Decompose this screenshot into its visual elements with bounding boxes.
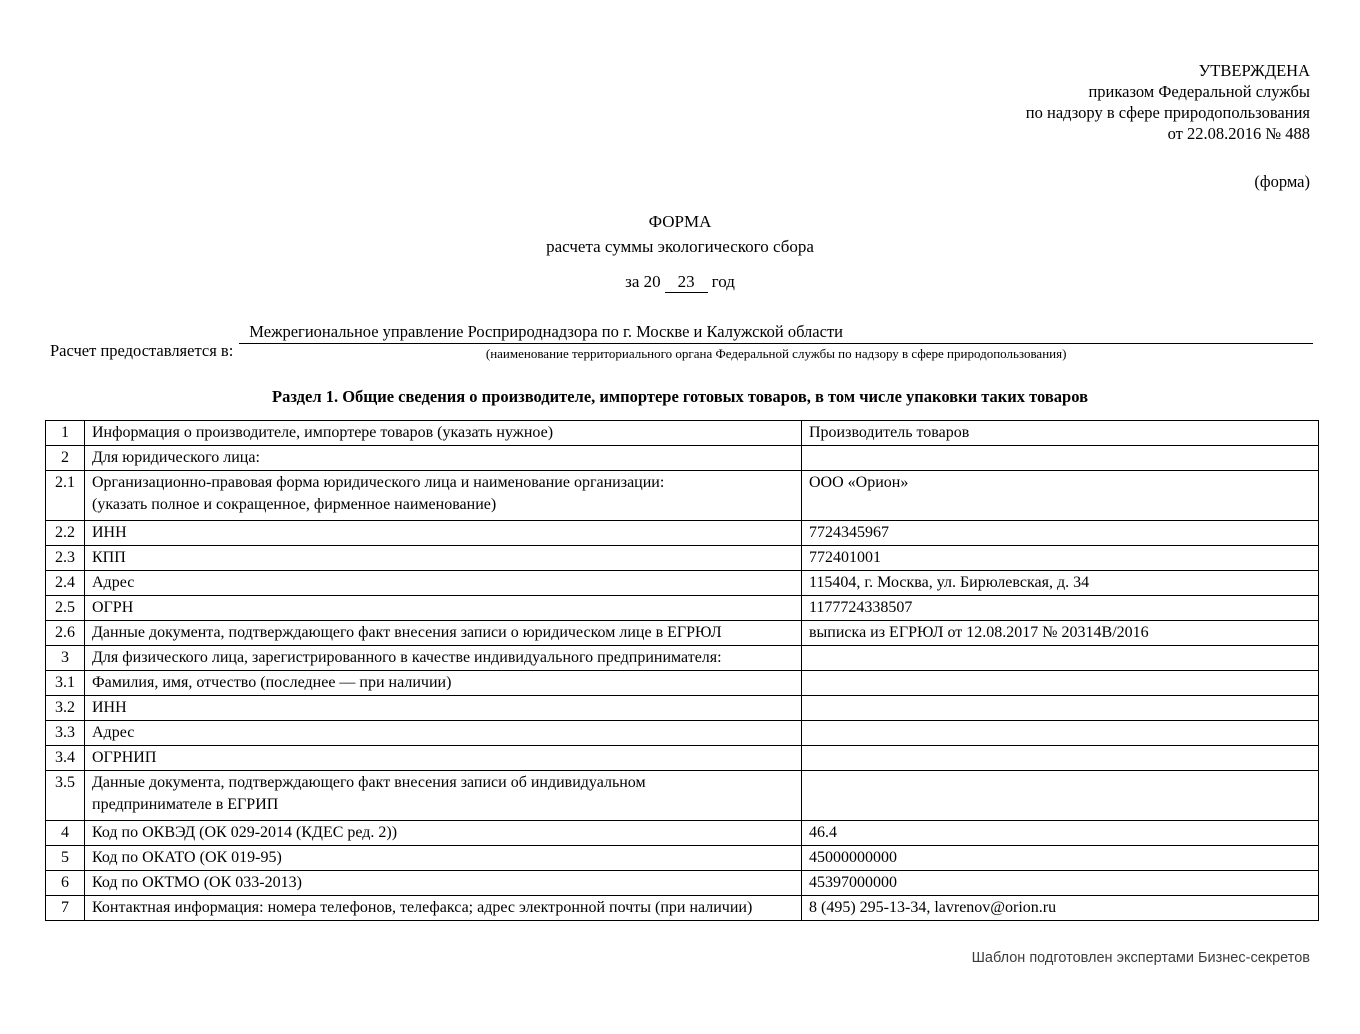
row-value — [802, 721, 1319, 746]
row-label: ОГРНИП — [85, 746, 802, 771]
recipient-fill — [239, 322, 1313, 362]
title-line-1: ФОРМА — [648, 212, 712, 231]
row-number: 6 — [46, 871, 85, 896]
approval-block — [0, 0, 1310, 144]
row-label: КПП — [85, 546, 802, 571]
row-label: Адрес — [85, 721, 802, 746]
row-number: 1 — [46, 421, 85, 446]
row-number: 3.4 — [46, 746, 85, 771]
row-value: Производитель товаров — [802, 421, 1319, 446]
row-label-line2: предпринимателе в ЕГРИП — [92, 796, 279, 813]
row-label: ОГРН — [85, 596, 802, 621]
table-row — [46, 421, 1319, 446]
row-value: 45000000000 — [802, 846, 1319, 871]
section1-table — [45, 420, 1319, 921]
template-credit: Шаблон подготовлен экспертами Бизнес-секретов — [971, 950, 1310, 966]
row-number: 3.5 — [46, 771, 85, 821]
approval-line: приказом Федеральной службы — [1088, 82, 1310, 101]
document-title — [0, 209, 1360, 259]
row-number: 2.4 — [46, 571, 85, 596]
approval-line: от 22.08.2016 № 488 — [1167, 124, 1310, 143]
row-number: 2.6 — [46, 621, 85, 646]
row-label-line1: Организационно-правовая форма юридического лица и наименование организации: — [92, 474, 665, 491]
row-value: 46.4 — [802, 821, 1319, 846]
row-value — [802, 746, 1319, 771]
recipient-label: Расчет предоставляется в: — [50, 341, 234, 360]
row-value: 8 (495) 295-13-34, lavrenov@orion.ru — [802, 896, 1319, 921]
table-row — [46, 821, 1319, 846]
row-label-line1: Данные документа, подтверждающего факт внесения записи об индивидуальном — [92, 774, 646, 791]
row-label: Адрес — [85, 571, 802, 596]
table-row — [46, 446, 1319, 471]
row-number: 2 — [46, 446, 85, 471]
row-number: 4 — [46, 821, 85, 846]
row-value — [802, 446, 1319, 471]
row-label: Информация о производителе, импортере товаров (указать нужное) — [85, 421, 802, 446]
row-value: ООО «Орион» — [802, 471, 1319, 521]
table-row — [46, 771, 1319, 821]
table-row — [46, 646, 1319, 671]
table-row — [46, 471, 1319, 521]
table-row — [46, 696, 1319, 721]
table-row — [46, 871, 1319, 896]
row-value — [802, 671, 1319, 696]
row-value: 1177724338507 — [802, 596, 1319, 621]
row-label: ИНН — [85, 521, 802, 546]
row-label: Данные документа, подтверждающего факт внесения записи о юридическом лице в ЕГРЮЛ — [85, 621, 802, 646]
table-row — [46, 546, 1319, 571]
recipient-caption: (наименование территориального органа Федеральной службы по надзору в сфере природопользования) — [485, 346, 1067, 361]
row-number: 3.1 — [46, 671, 85, 696]
row-label: Для юридического лица: — [85, 446, 802, 471]
table-row — [46, 846, 1319, 871]
row-number: 3.3 — [46, 721, 85, 746]
row-value — [802, 771, 1319, 821]
row-number: 2.1 — [46, 471, 85, 521]
table-row — [46, 621, 1319, 646]
year-value-field: 23 — [665, 272, 708, 293]
row-label: Контактная информация: номера телефонов, телефакса; адрес электронной почты (при наличии) — [85, 896, 802, 921]
year-prefix: за 20 — [625, 272, 661, 291]
year-suffix: год — [711, 272, 735, 291]
row-number: 2.2 — [46, 521, 85, 546]
approval-line: по надзору в сфере природопользования — [1025, 103, 1310, 122]
row-number: 3.2 — [46, 696, 85, 721]
row-label — [85, 471, 802, 521]
row-label-line2: (указать полное и сокращенное, фирменное наименование) — [92, 496, 497, 513]
recipient-value-field: Межрегиональное управление Росприроднадзора по г. Москве и Калужской области — [239, 322, 1313, 344]
table-row — [46, 521, 1319, 546]
row-number: 3 — [46, 646, 85, 671]
table-row — [46, 571, 1319, 596]
recipient-row — [50, 322, 1313, 362]
table-row — [46, 896, 1319, 921]
row-label: Код по ОКВЭД (ОК 029-2014 (КДЕС ред. 2)) — [85, 821, 802, 846]
row-value: 7724345967 — [802, 521, 1319, 546]
row-label: Код по ОКАТО (ОК 019-95) — [85, 846, 802, 871]
table-row — [46, 721, 1319, 746]
row-value: 772401001 — [802, 546, 1319, 571]
row-label: Для физического лица, зарегистрированного в качестве индивидуального предпринимателя: — [85, 646, 802, 671]
row-label: Код по ОКТМО (ОК 033-2013) — [85, 871, 802, 896]
table-row — [46, 671, 1319, 696]
row-label: ИНН — [85, 696, 802, 721]
row-value — [802, 646, 1319, 671]
year-line — [0, 272, 1360, 293]
row-label: Фамилия, имя, отчество (последнее — при наличии) — [85, 671, 802, 696]
row-label — [85, 771, 802, 821]
section1-title: Раздел 1. Общие сведения о производителе, импортере готовых товаров, в том числе упаковки таких товаров — [272, 387, 1088, 406]
table-row — [46, 746, 1319, 771]
row-number: 7 — [46, 896, 85, 921]
title-line-2: расчета суммы экологического сбора — [546, 237, 814, 256]
table-row — [46, 596, 1319, 621]
row-value: 45397000000 — [802, 871, 1319, 896]
row-value — [802, 696, 1319, 721]
row-number: 2.3 — [46, 546, 85, 571]
row-number: 2.5 — [46, 596, 85, 621]
form-note: (форма) — [1254, 172, 1310, 191]
approval-line: УТВЕРЖДЕНА — [1198, 61, 1310, 80]
row-number: 5 — [46, 846, 85, 871]
row-value: 115404, г. Москва, ул. Бирюлевская, д. 34 — [802, 571, 1319, 596]
row-value: выписка из ЕГРЮЛ от 12.08.2017 № 20314В/2016 — [802, 621, 1319, 646]
